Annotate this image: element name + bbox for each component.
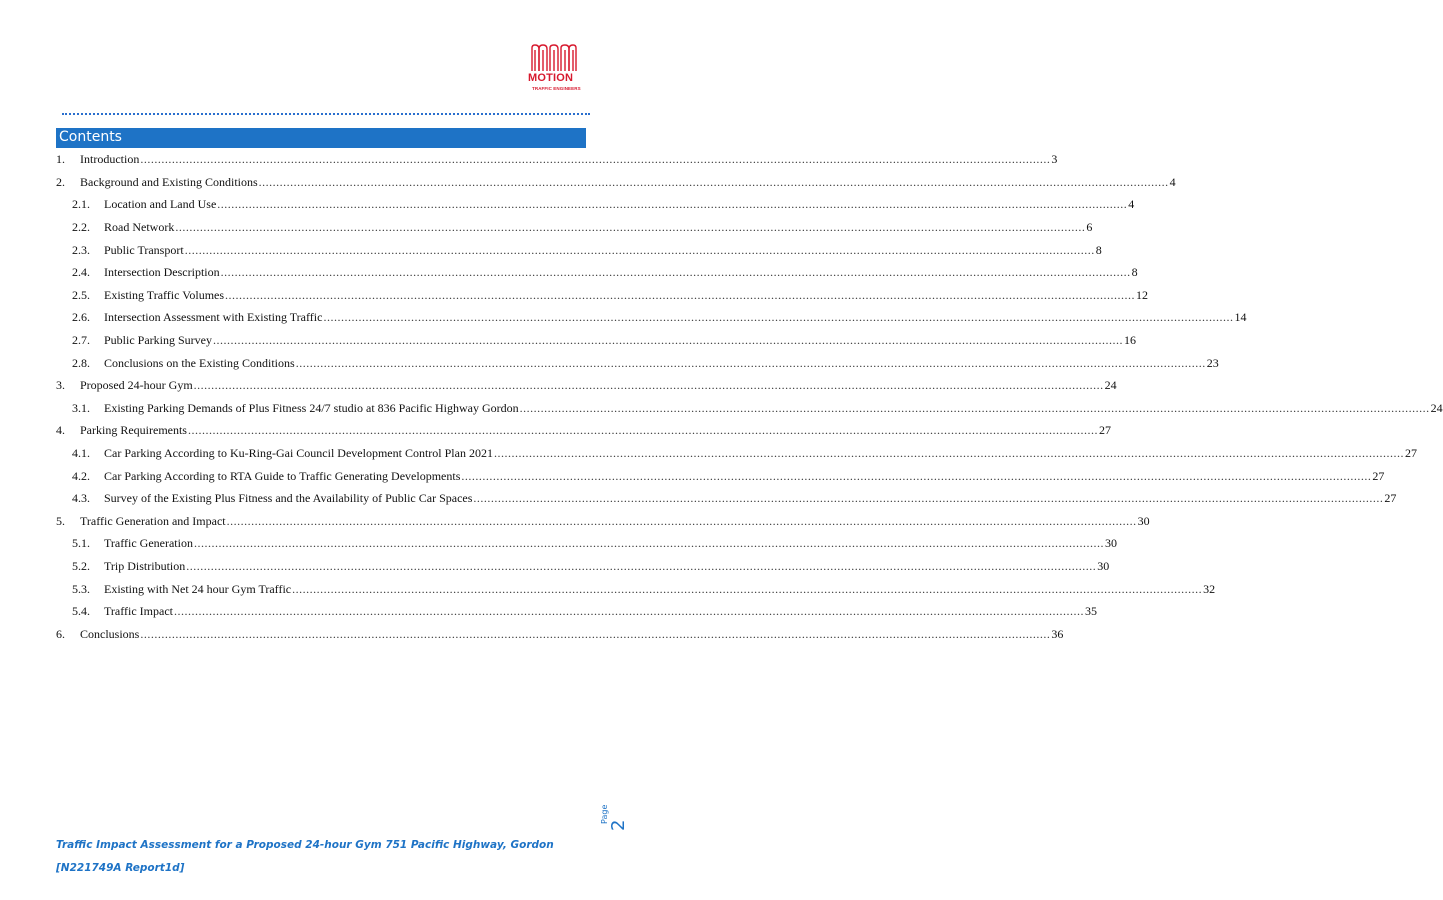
toc-entry-number: 5.2. [72, 558, 90, 573]
toc-entry-title: Public Parking Survey [104, 333, 212, 348]
toc-entry-number: 2.7. [72, 333, 90, 348]
toc-entry-page: 30 [1097, 558, 1110, 573]
toc-entry-page: 8 [1131, 265, 1138, 280]
toc-entry-number: 2.5. [72, 287, 90, 302]
toc-entry[interactable] [56, 555, 1110, 578]
toc-entry-number: 2.3. [72, 242, 90, 257]
toc-entry-page: 30 [1104, 536, 1117, 551]
toc-leader-dots: .................................................................................................................................................................................................................................................................... [225, 287, 1136, 302]
toc-leader-dots: .................................................................................................................................................................................................................................................................... [295, 355, 1206, 370]
toc-leader-dots: .................................................................................................................................................................................................................................................................... [140, 626, 1051, 641]
toc-entry-number: 2.1. [72, 197, 90, 212]
toc-leader-dots: .................................................................................................................................................................................................................................................................... [173, 604, 1084, 619]
toc-entry[interactable] [56, 261, 1138, 284]
toc-entry-page: 32 [1203, 581, 1216, 596]
toc-entry[interactable] [56, 284, 1149, 307]
toc-entry-number: 1. [56, 152, 65, 167]
toc-entry-number: 2. [56, 174, 65, 189]
toc-entry[interactable] [56, 532, 1117, 555]
toc-entry-page: 36 [1051, 626, 1064, 641]
table-of-contents [56, 148, 1443, 645]
toc-leader-dots: .................................................................................................................................................................................................................................................................... [220, 265, 1131, 280]
toc-entry-page: 30 [1137, 513, 1150, 528]
toc-entry-title: Public Transport [104, 242, 184, 257]
toc-entry-number: 2.4. [72, 265, 90, 280]
contents-heading: Contents [59, 129, 122, 145]
contents-heading-bar [56, 128, 586, 148]
toc-leader-dots: .................................................................................................................................................................................................................................................................... [258, 174, 1169, 189]
toc-entry[interactable] [56, 487, 1397, 510]
toc-entry-title: Location and Land Use [104, 197, 217, 212]
toc-entry-number: 6. [56, 626, 65, 641]
toc-entry-page: 16 [1124, 333, 1136, 348]
toc-leader-dots: .................................................................................................................................................................................................................................................................... [184, 242, 1095, 257]
toc-entry[interactable] [56, 148, 1058, 171]
toc-entry-page: 14 [1234, 310, 1247, 325]
toc-entry-title: Conclusions [80, 626, 140, 641]
toc-entry[interactable] [56, 171, 1176, 194]
toc-leader-dots: .................................................................................................................................................................................................................................................................... [193, 378, 1104, 393]
toc-entry-page: 6 [1086, 220, 1093, 235]
toc-entry-number: 2.6. [72, 310, 90, 325]
toc-entry-page: 4 [1128, 197, 1135, 212]
toc-leader-dots: .................................................................................................................................................................................................................................................................... [323, 310, 1234, 325]
page-word: Page [600, 804, 609, 824]
toc-entry-page: 24 [1430, 400, 1443, 415]
toc-entry-title: Existing with Net 24 hour Gym Traffic [104, 581, 292, 596]
header-dotted-divider [62, 113, 590, 115]
toc-entry-number: 5.1. [72, 536, 90, 551]
toc-entry[interactable] [56, 238, 1102, 261]
toc-entry-page: 35 [1084, 604, 1097, 619]
logo-subtitle: TRAFFIC ENGINEERS [532, 86, 581, 91]
toc-entry-title: Proposed 24-hour Gym [80, 378, 193, 393]
toc-entry-title: Existing Parking Demands of Plus Fitness 24/7 studio at 836 Pacific Highway Gordon [104, 400, 519, 415]
toc-entry[interactable] [56, 306, 1247, 329]
toc-entry-number: 5.3. [72, 581, 90, 596]
toc-entry-number: 3.1. [72, 400, 90, 415]
toc-entry[interactable] [56, 442, 1417, 465]
toc-entry-page: 27 [1098, 423, 1111, 438]
toc-entry-title: Traffic Generation [104, 536, 193, 551]
toc-leader-dots: .................................................................................................................................................................................................................................................................... [217, 197, 1128, 212]
toc-entry[interactable] [56, 419, 1111, 442]
toc-entry[interactable] [56, 397, 1443, 420]
toc-leader-dots: .................................................................................................................................................................................................................................................................... [186, 558, 1097, 573]
toc-entry-title: Car Parking According to Ku-Ring-Gai Council Development Control Plan 2021 [104, 446, 493, 461]
toc-entry-title: Background and Existing Conditions [80, 174, 258, 189]
toc-entry-number: 2.8. [72, 355, 90, 370]
toc-entry-page: 23 [1206, 355, 1219, 370]
toc-leader-dots: .................................................................................................................................................................................................................................................................... [175, 220, 1086, 235]
footer-report-id: [N221749A Report1d] [56, 862, 185, 874]
toc-leader-dots: .................................................................................................................................................................................................................................................................... [187, 423, 1098, 438]
toc-leader-dots: .................................................................................................................................................................................................................................................................... [213, 333, 1123, 348]
toc-entry-page: 27 [1384, 491, 1397, 506]
toc-entry[interactable] [56, 216, 1093, 239]
toc-entry-title: Road Network [104, 220, 175, 235]
toc-entry-title: Trip Distribution [104, 558, 186, 573]
toc-entry-title: Survey of the Existing Plus Fitness and the Availability of Public Car Spaces [104, 491, 473, 506]
page-number-label [596, 798, 629, 838]
toc-entry[interactable] [56, 510, 1150, 533]
toc-leader-dots: .................................................................................................................................................................................................................................................................... [473, 491, 1384, 506]
toc-entry-page: 4 [1169, 174, 1176, 189]
toc-entry[interactable] [56, 464, 1385, 487]
toc-entry-title: Conclusions on the Existing Conditions [104, 355, 295, 370]
toc-entry[interactable] [56, 622, 1064, 645]
footer-report-title: Traffic Impact Assessment for a Proposed 24-hour Gym 751 Pacific Highway, Gordon [56, 839, 554, 851]
motion-logo-icon [530, 44, 578, 72]
toc-entry-number: 4.1. [72, 446, 90, 461]
toc-leader-dots: .................................................................................................................................................................................................................................................................... [292, 581, 1203, 596]
toc-entry-number: 5. [56, 513, 65, 528]
toc-entry-page: 27 [1372, 468, 1385, 483]
toc-leader-dots: .................................................................................................................................................................................................................................................................... [226, 513, 1137, 528]
toc-entry-number: 4.2. [72, 468, 90, 483]
logo-name: MOTION [528, 72, 574, 84]
toc-entry-title: Intersection Assessment with Existing Traffic [104, 310, 323, 325]
toc-entry-title: Traffic Impact [104, 604, 173, 619]
toc-entry-page: 24 [1104, 378, 1117, 393]
toc-leader-dots: .................................................................................................................................................................................................................................................................... [519, 400, 1430, 415]
toc-entry-page: 12 [1136, 287, 1149, 302]
toc-leader-dots: .................................................................................................................................................................................................................................................................... [461, 468, 1372, 483]
toc-entry-title: Parking Requirements [80, 423, 187, 438]
toc-entry-page: 8 [1095, 242, 1102, 257]
toc-entry[interactable] [56, 577, 1216, 600]
toc-entry-title: Intersection Description [104, 265, 220, 280]
toc-entry-number: 5.4. [72, 604, 90, 619]
toc-entry-title: Traffic Generation and Impact [80, 513, 226, 528]
toc-leader-dots: .................................................................................................................................................................................................................................................................... [193, 536, 1104, 551]
toc-entry[interactable] [56, 329, 1136, 352]
toc-leader-dots: .................................................................................................................................................................................................................................................................... [493, 446, 1404, 461]
toc-entry[interactable] [56, 351, 1219, 374]
toc-entry-number: 4. [56, 423, 65, 438]
toc-entry[interactable] [56, 193, 1135, 216]
toc-entry-number: 4.3. [72, 491, 90, 506]
toc-entry[interactable] [56, 374, 1117, 397]
company-logo [526, 44, 586, 94]
toc-entry-number: 2.2. [72, 220, 90, 235]
toc-entry-title: Car Parking According to RTA Guide to Traffic Generating Developments [104, 468, 461, 483]
toc-entry-page: 3 [1051, 152, 1058, 167]
toc-entry-number: 3. [56, 378, 65, 393]
toc-entry-page: 27 [1404, 446, 1417, 461]
toc-leader-dots: .................................................................................................................................................................................................................................................................... [140, 152, 1051, 167]
toc-entry[interactable] [56, 600, 1097, 623]
page-number: 2 [608, 819, 629, 831]
toc-entry-title: Introduction [80, 152, 140, 167]
toc-entry-title: Existing Traffic Volumes [104, 287, 225, 302]
